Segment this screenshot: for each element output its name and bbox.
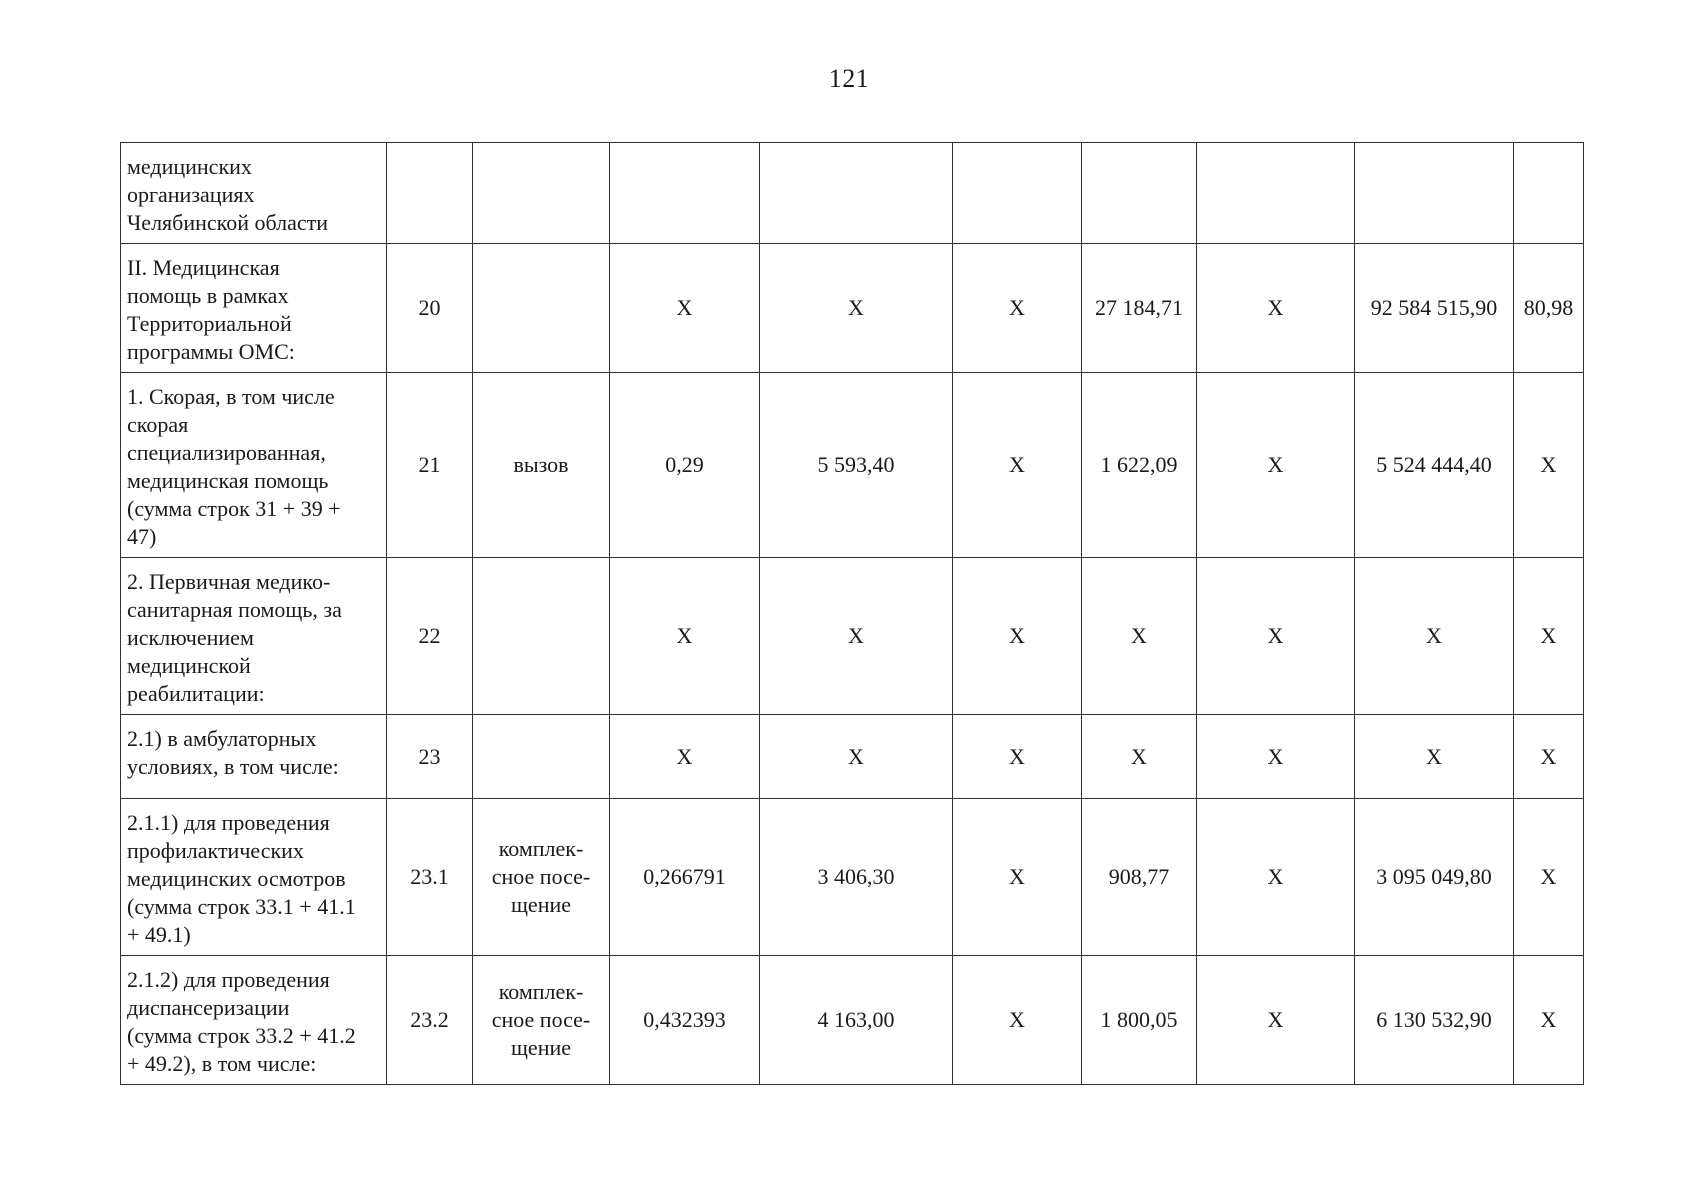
- table-cell: [473, 143, 610, 244]
- table-cell: [387, 373, 473, 558]
- table-cell: [760, 715, 953, 799]
- table-cell: [1082, 244, 1197, 373]
- row-name: медицинских организациях Челябинской области: [127, 154, 329, 235]
- row-name-cell: [121, 715, 387, 799]
- cell-value: 0,29: [665, 452, 704, 477]
- cell-value: X: [1009, 1007, 1025, 1032]
- table-cell: [1355, 143, 1514, 244]
- program-table: [120, 142, 1584, 1085]
- table-row: [121, 244, 1584, 373]
- cell-value: X: [1267, 1007, 1284, 1032]
- table-cell: [1082, 558, 1197, 715]
- table-cell: [1355, 558, 1514, 715]
- cell-value: X: [1267, 743, 1284, 769]
- cell-value: 21: [418, 452, 441, 477]
- table-cell: [760, 373, 953, 558]
- row-name-cell: [121, 558, 387, 715]
- cell-value: 6 130 532,90: [1376, 1007, 1492, 1032]
- table-cell: [760, 558, 953, 715]
- table-row: [121, 956, 1584, 1085]
- cell-value: X: [1131, 623, 1147, 648]
- table-cell: [953, 715, 1082, 799]
- table-cell: [610, 244, 760, 373]
- table-cell: [1514, 956, 1584, 1085]
- table-cell: [760, 244, 953, 373]
- table-cell: [1355, 244, 1514, 373]
- table-cell: [610, 373, 760, 558]
- cell-value: X: [1267, 295, 1284, 320]
- table-cell: [1514, 799, 1584, 956]
- table-cell: [1082, 799, 1197, 956]
- table-cell: [387, 143, 473, 244]
- table-cell: [473, 956, 610, 1085]
- table-cell: [953, 244, 1082, 373]
- table-cell: [953, 799, 1082, 956]
- cell-value: X: [1540, 743, 1557, 769]
- table-cell: [953, 956, 1082, 1085]
- table-cell: [760, 799, 953, 956]
- table-cell: [953, 558, 1082, 715]
- table-cell: [473, 799, 610, 956]
- table-cell: [1514, 373, 1584, 558]
- row-name: II. Медицинская помощь в рамках Территориальной программы ОМС:: [127, 255, 295, 364]
- cell-value: X: [676, 743, 693, 769]
- cell-value: 5 593,40: [817, 452, 895, 477]
- table-cell: [387, 244, 473, 373]
- row-name-cell: [121, 143, 387, 244]
- cell-value: X: [1540, 623, 1557, 648]
- table-row: [121, 799, 1584, 956]
- cell-value: X: [1267, 623, 1284, 648]
- cell-value: X: [1426, 743, 1442, 769]
- table-cell: [387, 956, 473, 1085]
- table-cell: [1082, 373, 1197, 558]
- table-cell: [1197, 799, 1355, 956]
- cell-value: X: [1267, 864, 1284, 889]
- cell-value: X: [1009, 452, 1025, 477]
- cell-value: 22: [418, 623, 441, 648]
- table-cell: [610, 715, 760, 799]
- table-row: [121, 143, 1584, 244]
- cell-value: 23.1: [410, 864, 449, 889]
- cell-value: вызов: [513, 452, 569, 477]
- row-name-cell: [121, 799, 387, 956]
- cell-value: 1 800,05: [1100, 1007, 1178, 1032]
- table-cell: [1197, 244, 1355, 373]
- cell-value: 20: [418, 295, 441, 320]
- row-name: 2.1.1) для проведения профилактических медицинских осмотров (сумма строк 33.1 + 41.1 + 49.1): [127, 810, 356, 947]
- table-cell: [610, 799, 760, 956]
- cell-value: X: [1540, 452, 1557, 477]
- table-cell: [1514, 244, 1584, 373]
- cell-value: X: [676, 623, 693, 648]
- cell-value: X: [1426, 623, 1442, 648]
- cell-value: 0,432393: [643, 1007, 726, 1032]
- table-cell: [953, 373, 1082, 558]
- cell-value: X: [1131, 743, 1147, 769]
- cell-value: 23.2: [410, 1007, 449, 1032]
- table-cell: [1197, 715, 1355, 799]
- row-name: 2.1.2) для проведения диспансеризации (сумма строк 33.2 + 41.2 + 49.2), в том числе:: [127, 967, 356, 1076]
- cell-value: 27 184,71: [1095, 295, 1183, 320]
- page-number: 121: [828, 64, 870, 93]
- cell-value: комплек- сное посе- щение: [491, 979, 591, 1060]
- table-cell: [1514, 715, 1584, 799]
- table-cell: [1082, 143, 1197, 244]
- row-name: 1. Скорая, в том числе скорая специализированная, медицинская помощь (сумма строк 31 + 39 + 47): [127, 384, 341, 549]
- cell-value: X: [676, 295, 693, 320]
- cell-value: X: [1540, 864, 1557, 889]
- table-cell: [473, 558, 610, 715]
- cell-value: 92 584 515,90: [1370, 295, 1498, 320]
- table-row: [121, 558, 1584, 715]
- table-row: [121, 715, 1584, 799]
- table-cell: [387, 799, 473, 956]
- table-cell: [387, 715, 473, 799]
- table-cell: [610, 956, 760, 1085]
- table-cell: [473, 244, 610, 373]
- cell-value: 1 622,09: [1100, 452, 1178, 477]
- row-name-cell: [121, 373, 387, 558]
- cell-value: 4 163,00: [817, 1007, 895, 1032]
- cell-value: X: [848, 623, 864, 648]
- table-row: [121, 373, 1584, 558]
- cell-value: 23: [418, 743, 441, 769]
- cell-value: 3 406,30: [817, 864, 895, 889]
- cell-value: 80,98: [1523, 295, 1574, 320]
- table-cell: [1355, 956, 1514, 1085]
- cell-value: X: [1009, 864, 1025, 889]
- row-name-cell: [121, 244, 387, 373]
- table-cell: [1082, 956, 1197, 1085]
- row-name-cell: [121, 956, 387, 1085]
- cell-value: комплек- сное посе- щение: [491, 836, 591, 917]
- table-cell: [1355, 799, 1514, 956]
- cell-value: 3 095 049,80: [1376, 864, 1492, 889]
- cell-value: X: [1009, 623, 1025, 648]
- cell-value: 908,77: [1108, 864, 1170, 889]
- cell-value: X: [1540, 1007, 1557, 1032]
- cell-value: X: [1009, 295, 1025, 320]
- cell-value: X: [848, 743, 864, 769]
- cell-value: X: [848, 295, 864, 320]
- table-cell: [1355, 715, 1514, 799]
- table-cell: [1082, 715, 1197, 799]
- cell-value: 5 524 444,40: [1376, 452, 1492, 477]
- table-cell: [953, 143, 1082, 244]
- cell-value: X: [1267, 452, 1284, 477]
- cell-value: 0,266791: [643, 864, 726, 889]
- table-cell: [610, 558, 760, 715]
- table-cell: [1197, 956, 1355, 1085]
- row-name: 2.1) в амбулаторных условиях, в том числе:: [127, 726, 339, 779]
- table-cell: [1514, 143, 1584, 244]
- table-cell: [387, 558, 473, 715]
- table-cell: [610, 143, 760, 244]
- table-cell: [1197, 558, 1355, 715]
- table-cell: [473, 373, 610, 558]
- table-cell: [760, 143, 953, 244]
- table-cell: [1197, 143, 1355, 244]
- table-cell: [760, 956, 953, 1085]
- table-cell: [1197, 373, 1355, 558]
- table-cell: [1514, 558, 1584, 715]
- table-cell: [1355, 373, 1514, 558]
- cell-value: X: [1009, 743, 1025, 769]
- table-cell: [473, 715, 610, 799]
- row-name: 2. Первичная медико- санитарная помощь, за исключением медицинской реабилитации:: [127, 569, 342, 706]
